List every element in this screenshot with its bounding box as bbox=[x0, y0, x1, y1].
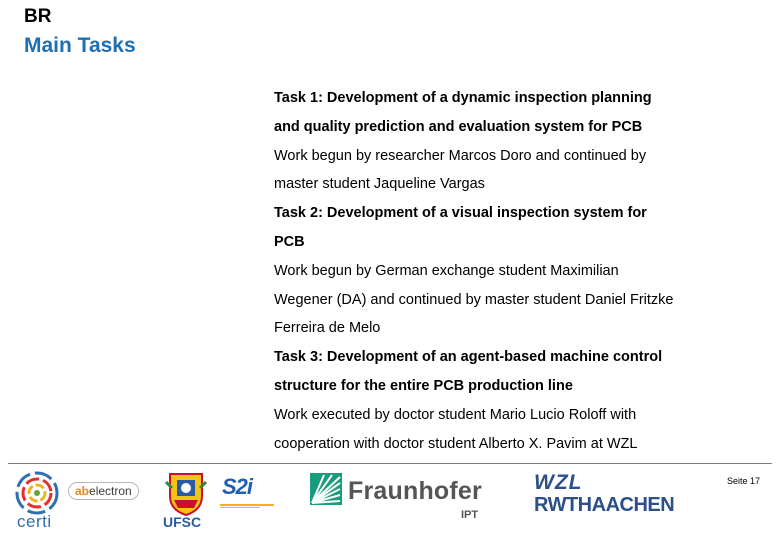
wzl-logo-text: WZL bbox=[534, 471, 583, 494]
ufsc-crest-icon bbox=[164, 470, 208, 516]
task-body-line: master student Jaqueline Vargas bbox=[274, 176, 485, 193]
fraunhofer-mark-icon bbox=[310, 473, 342, 505]
abelectron-logo-ab: ab bbox=[75, 484, 90, 498]
task-2 bbox=[274, 199, 754, 343]
rwth-aachen-logo-text: RWTHAACHEN bbox=[534, 494, 675, 516]
certi-logo-icon bbox=[14, 470, 60, 516]
fraunhofer-logo-text: Fraunhofer bbox=[348, 477, 482, 505]
task-heading-line: Task 1: Development of a dynamic inspection planning bbox=[274, 90, 652, 106]
ufsc-logo-text: UFSC bbox=[163, 514, 202, 530]
ipt-logo-text: IPT bbox=[461, 509, 479, 521]
task-1 bbox=[274, 84, 754, 199]
task-heading-line: Task 3: Development of an agent-based machine control bbox=[274, 349, 663, 366]
s2i-logo-text: S2i bbox=[222, 474, 253, 499]
page-number: Seite 17 bbox=[726, 476, 760, 486]
task-3 bbox=[274, 343, 754, 458]
task-body-line: Work executed by doctor student Mario Lucio Roloff with bbox=[274, 406, 637, 423]
s2i-underline-icon bbox=[218, 502, 276, 510]
task-heading-line: PCB bbox=[274, 233, 305, 250]
task-list bbox=[274, 84, 754, 458]
certi-logo-text: certi bbox=[17, 512, 52, 531]
task-body-line: Ferreira de Melo bbox=[274, 320, 381, 337]
page-subtitle: Main Tasks bbox=[24, 34, 136, 57]
abelectron-logo bbox=[68, 482, 139, 500]
task-body-line: Work begun by German exchange student Maximilian bbox=[274, 262, 619, 279]
task-heading-line: Task 2: Development of a visual inspection system for bbox=[274, 205, 647, 222]
task-body-line: cooperation with doctor student Alberto X. Pavim at WZL bbox=[274, 435, 638, 452]
footer-divider bbox=[8, 463, 772, 464]
task-heading-line: structure for the entire PCB production line bbox=[274, 377, 573, 394]
page-title: BR bbox=[24, 6, 52, 27]
abelectron-logo-rest: electron bbox=[89, 484, 132, 498]
task-body-line: Wegener (DA) and continued by master student Daniel Fritzke bbox=[274, 291, 674, 308]
task-body-line: Work begun by researcher Marcos Doro and continued by bbox=[274, 147, 647, 164]
task-heading-line: and quality prediction and evaluation system for PCB bbox=[274, 118, 643, 135]
